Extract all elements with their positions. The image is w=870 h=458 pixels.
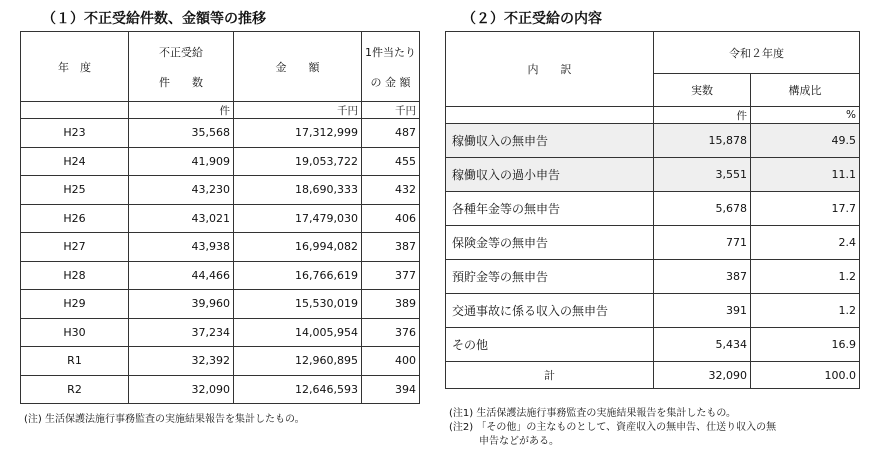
table-row — [21, 204, 420, 233]
per-case-header — [362, 32, 420, 102]
count-cell: 32,392 — [129, 347, 234, 376]
amount-unit: 千円 — [234, 102, 362, 119]
table-row — [21, 176, 420, 205]
per-case-cell: 376 — [362, 318, 420, 347]
ratio-cell: 11.1 — [751, 158, 860, 192]
table-row — [21, 375, 420, 404]
actual-count-header: 実数 — [654, 74, 751, 107]
total-count: 32,090 — [654, 362, 751, 389]
amount-header: 金 額 — [234, 32, 362, 102]
per-case-cell: 389 — [362, 290, 420, 319]
year-unit-cell — [21, 102, 129, 119]
table-row — [21, 147, 420, 176]
actual-count-cell: 5,434 — [654, 328, 751, 362]
per-case-cell: 432 — [362, 176, 420, 205]
table-row — [446, 192, 860, 226]
ratio-cell: 16.9 — [751, 328, 860, 362]
ratio-cell: 17.7 — [751, 192, 860, 226]
total-ratio: 100.0 — [751, 362, 860, 389]
ratio-cell: 1.2 — [751, 260, 860, 294]
right-section-title: （２）不正受給の内容 — [462, 11, 602, 27]
amount-cell: 12,960,895 — [234, 347, 362, 376]
amount-cell: 15,530,019 — [234, 290, 362, 319]
right-note-1: (注1) 生活保護法施行事務監査の実施結果報告を集計したもの。 — [449, 408, 736, 419]
ratio-header: 構成比 — [751, 74, 860, 107]
table-row — [446, 158, 860, 192]
per-case-cell: 387 — [362, 233, 420, 262]
year-cell: H24 — [21, 147, 129, 176]
fraud-trend-table — [20, 31, 420, 404]
breakdown-label: 稼働収入の過小申告 — [446, 158, 654, 192]
count-cell: 43,021 — [129, 204, 234, 233]
actual-count-unit: 件 — [654, 107, 751, 124]
breakdown-label: 交通事故に係る収入の無申告 — [446, 294, 654, 328]
ratio-cell: 49.5 — [751, 124, 860, 158]
count-cell: 43,230 — [129, 176, 234, 205]
ratio-cell: 1.2 — [751, 294, 860, 328]
breakdown-header: 内 訳 — [446, 32, 654, 107]
actual-count-cell: 387 — [654, 260, 751, 294]
year-cell: R1 — [21, 347, 129, 376]
year-cell: H30 — [21, 318, 129, 347]
table-row — [21, 347, 420, 376]
per-case-cell: 400 — [362, 347, 420, 376]
year-cell: H27 — [21, 233, 129, 262]
per-case-unit: 千円 — [362, 102, 420, 119]
per-case-header-line1: 1件当たり — [365, 45, 416, 59]
fraud-content-table — [445, 31, 860, 389]
table-row — [21, 261, 420, 290]
actual-count-cell: 5,678 — [654, 192, 751, 226]
per-case-cell: 406 — [362, 204, 420, 233]
per-case-cell: 487 — [362, 119, 420, 148]
table-row — [446, 260, 860, 294]
count-header-line2: 件 数 — [159, 75, 203, 89]
table-row — [21, 318, 420, 347]
count-cell: 37,234 — [129, 318, 234, 347]
count-header — [129, 32, 234, 102]
ratio-unit: % — [751, 107, 860, 124]
year-cell: H29 — [21, 290, 129, 319]
per-case-cell: 377 — [362, 261, 420, 290]
amount-cell: 16,766,619 — [234, 261, 362, 290]
year-header: 年 度 — [21, 32, 129, 102]
actual-count-cell: 391 — [654, 294, 751, 328]
amount-cell: 18,690,333 — [234, 176, 362, 205]
fiscal-year-header: 令和２年度 — [654, 32, 860, 74]
count-cell: 32,090 — [129, 375, 234, 404]
table-row — [446, 294, 860, 328]
breakdown-label: 預貯金等の無申告 — [446, 260, 654, 294]
count-cell: 44,466 — [129, 261, 234, 290]
breakdown-label: 稼働収入の無申告 — [446, 124, 654, 158]
amount-cell: 12,646,593 — [234, 375, 362, 404]
table-row — [21, 119, 420, 148]
year-cell: H26 — [21, 204, 129, 233]
breakdown-label: その他 — [446, 328, 654, 362]
right-note-3: 申告などがある。 — [449, 436, 559, 447]
amount-cell: 19,053,722 — [234, 147, 362, 176]
actual-count-cell: 771 — [654, 226, 751, 260]
actual-count-cell: 15,878 — [654, 124, 751, 158]
per-case-cell: 394 — [362, 375, 420, 404]
table-row — [446, 226, 860, 260]
breakdown-unit-cell — [446, 107, 654, 124]
count-header-line1: 不正受給 — [159, 45, 203, 59]
amount-cell: 14,005,954 — [234, 318, 362, 347]
table-row — [21, 290, 420, 319]
actual-count-cell: 3,551 — [654, 158, 751, 192]
table-row — [21, 233, 420, 262]
breakdown-label: 各種年金等の無申告 — [446, 192, 654, 226]
year-cell: H25 — [21, 176, 129, 205]
left-section-title: （１）不正受給件数、金額等の推移 — [42, 11, 266, 27]
right-note-2: (注2) 「その他」の主なものとして、資産収入の無申告、仕送り収入の無 — [449, 422, 777, 433]
ratio-cell: 2.4 — [751, 226, 860, 260]
count-cell: 35,568 — [129, 119, 234, 148]
count-cell: 43,938 — [129, 233, 234, 262]
year-cell: H23 — [21, 119, 129, 148]
total-label: 計 — [446, 362, 654, 389]
table-row — [446, 328, 860, 362]
count-cell: 39,960 — [129, 290, 234, 319]
breakdown-label: 保険金等の無申告 — [446, 226, 654, 260]
table-row — [446, 124, 860, 158]
per-case-cell: 455 — [362, 147, 420, 176]
amount-cell: 17,479,030 — [234, 204, 362, 233]
left-note: (注) 生活保護法施行事務監査の実施結果報告を集計したもの。 — [24, 414, 305, 425]
year-cell: R2 — [21, 375, 129, 404]
amount-cell: 16,994,082 — [234, 233, 362, 262]
per-case-header-line2: の 金 額 — [370, 75, 411, 89]
count-unit: 件 — [129, 102, 234, 119]
year-cell: H28 — [21, 261, 129, 290]
amount-cell: 17,312,999 — [234, 119, 362, 148]
count-cell: 41,909 — [129, 147, 234, 176]
